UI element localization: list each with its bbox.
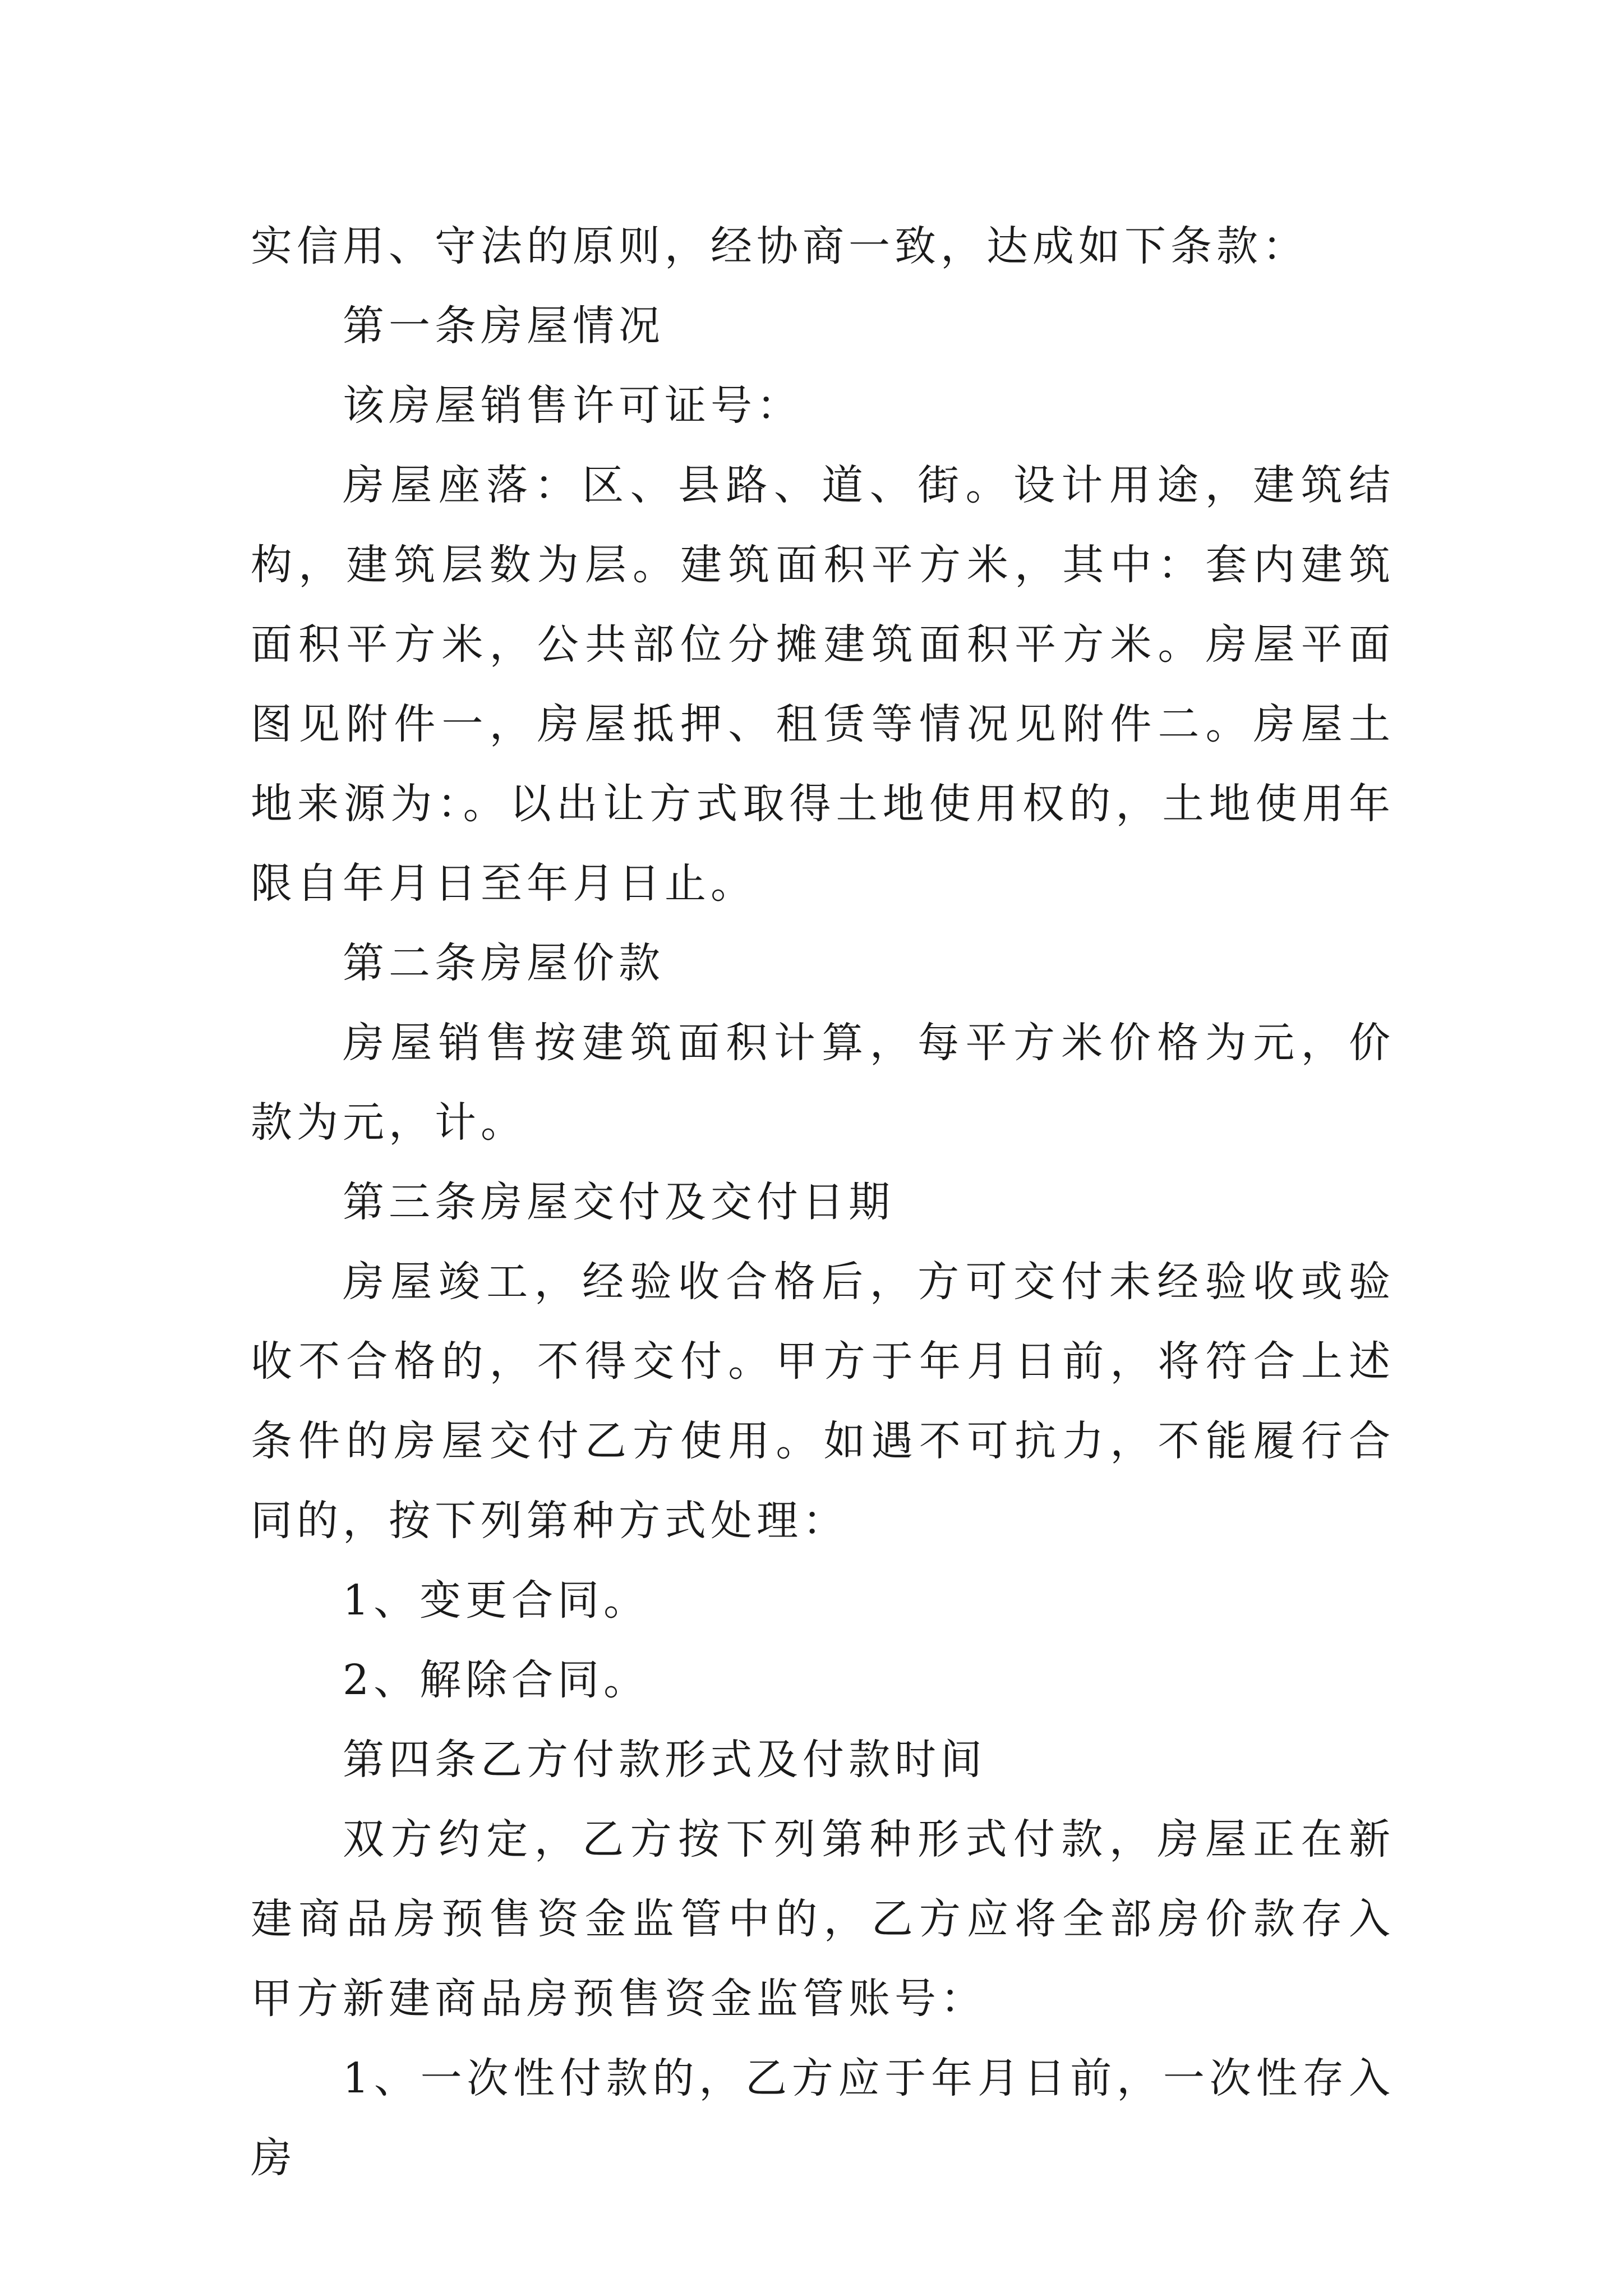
paragraph: 实信用、守法的原则，经协商一致，达成如下条款： — [251, 222, 1308, 270]
paragraph: 双方约定，乙方按下列第种形式付款，房屋正在新建商品房预售资金监管中的，乙方应将全部房价款存入甲方新建商品房预售资金监管账号： — [251, 1815, 1395, 2023]
document-body — [251, 206, 1395, 2198]
paragraph-heading: 第二条房屋价款 — [343, 939, 665, 987]
list-item: 1、一次性付款的，乙方应于年月日前，一次性存入房 — [251, 2054, 1395, 2182]
paragraph: 房屋座落：区、县路、道、街。设计用途，建筑结构，建筑层数为层。建筑面积平方米，其中：套内建筑面积平方米，公共部位分摊建筑面积平方米。房屋平面图见附件一，房屋抵押、租赁等情况见附件二。房屋土地来源为：。以出让方式取得土地使用权的，土地使用年限自年月日至年月日止。 — [251, 461, 1395, 908]
paragraph: 房屋竣工，经验收合格后，方可交付未经验收或验收不合格的，不得交付。甲方于年月日前，将符合上述条件的房屋交付乙方使用。如遇不可抗力，不能履行合同的，按下列第种方式处理： — [251, 1258, 1395, 1545]
list-item: 2、解除合同。 — [343, 1656, 650, 1704]
paragraph: 房屋销售按建筑面积计算，每平方米价格为元，价款为元，计。 — [251, 1019, 1395, 1147]
paragraph-heading: 第四条乙方付款形式及付款时间 — [343, 1736, 986, 1784]
paragraph-heading: 第三条房屋交付及交付日期 — [343, 1178, 895, 1226]
paragraph: 该房屋销售许可证号： — [343, 381, 803, 430]
list-item: 1、变更合同。 — [343, 1576, 650, 1625]
paragraph-heading: 第一条房屋情况 — [343, 302, 665, 350]
